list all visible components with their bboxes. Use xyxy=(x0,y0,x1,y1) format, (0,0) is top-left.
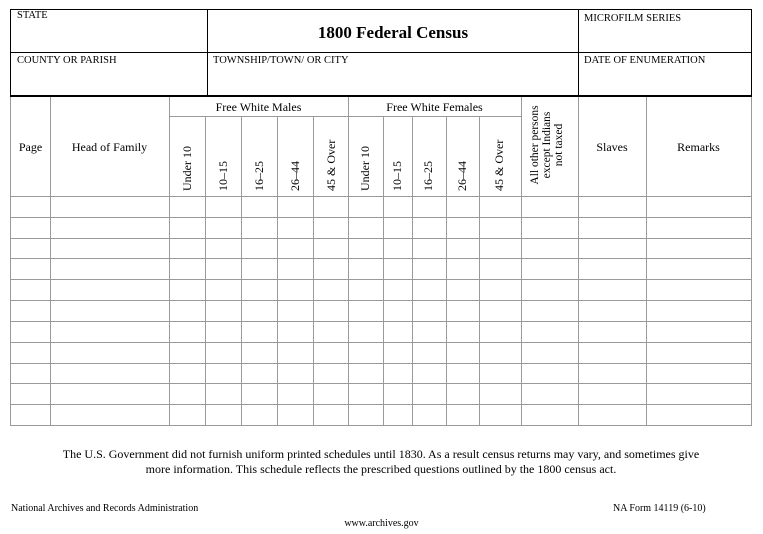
state-label: STATE xyxy=(17,10,48,21)
other-persons-line-3: not taxed xyxy=(553,123,565,167)
male-age-10-15: 10–15 xyxy=(216,161,230,191)
table-row-line xyxy=(10,217,752,218)
table-row-line xyxy=(10,404,752,405)
other-persons-line-1: All other persons xyxy=(529,105,541,185)
table-row-line xyxy=(10,342,752,343)
table-row-line xyxy=(10,258,752,259)
male-age-16-25: 16–25 xyxy=(252,161,266,191)
table-row-line xyxy=(10,300,752,301)
form-title: 1800 Federal Census xyxy=(317,23,469,42)
table-row-line xyxy=(10,279,752,280)
female-age-10-15: 10–15 xyxy=(390,161,404,191)
census-note-line-1: The U.S. Government did not furnish uniform printed schedules until 1830. As a result census returns may vary, and sometimes give xyxy=(62,447,700,461)
township-label: TOWNSHIP/TOWN/ OR CITY xyxy=(213,55,349,66)
census-note xyxy=(10,447,752,477)
form-number: NA Form 14119 (6-10) xyxy=(613,503,706,514)
page-header: Page xyxy=(18,140,43,154)
other-persons-line-2: except Indians xyxy=(541,111,553,179)
male-age-45-over: 45 & Over xyxy=(324,139,338,191)
head-of-family-header: Head of Family xyxy=(71,140,148,154)
female-age-45-over: 45 & Over xyxy=(492,139,506,191)
table-row-line xyxy=(10,321,752,322)
table-row-line xyxy=(10,238,752,239)
remarks-header: Remarks xyxy=(677,140,720,154)
free-white-females-header: Free White Females xyxy=(386,100,483,114)
slaves-header: Slaves xyxy=(596,140,628,154)
other-persons-header xyxy=(529,99,565,191)
male-age-under-10: Under 10 xyxy=(180,146,194,191)
female-age-26-44: 26–44 xyxy=(455,161,469,191)
male-age-26-44: 26–44 xyxy=(288,161,302,191)
agency-name: National Archives and Records Administration xyxy=(11,503,199,514)
website-link[interactable]: www.archives.gov xyxy=(344,518,419,529)
microfilm-label: MICROFILM SERIES xyxy=(584,13,682,24)
female-age-16-25: 16–25 xyxy=(421,161,435,191)
county-label: COUNTY OR PARISH xyxy=(17,55,117,66)
free-white-males-header: Free White Males xyxy=(215,100,302,114)
table-row-line xyxy=(10,363,752,364)
census-note-line-2: more information. This schedule reflects the prescribed questions outlined by the 1800 census act. xyxy=(145,462,617,476)
date-label: DATE OF ENUMERATION xyxy=(584,55,706,66)
female-age-under-10: Under 10 xyxy=(358,146,372,191)
table-row-line xyxy=(10,383,752,384)
